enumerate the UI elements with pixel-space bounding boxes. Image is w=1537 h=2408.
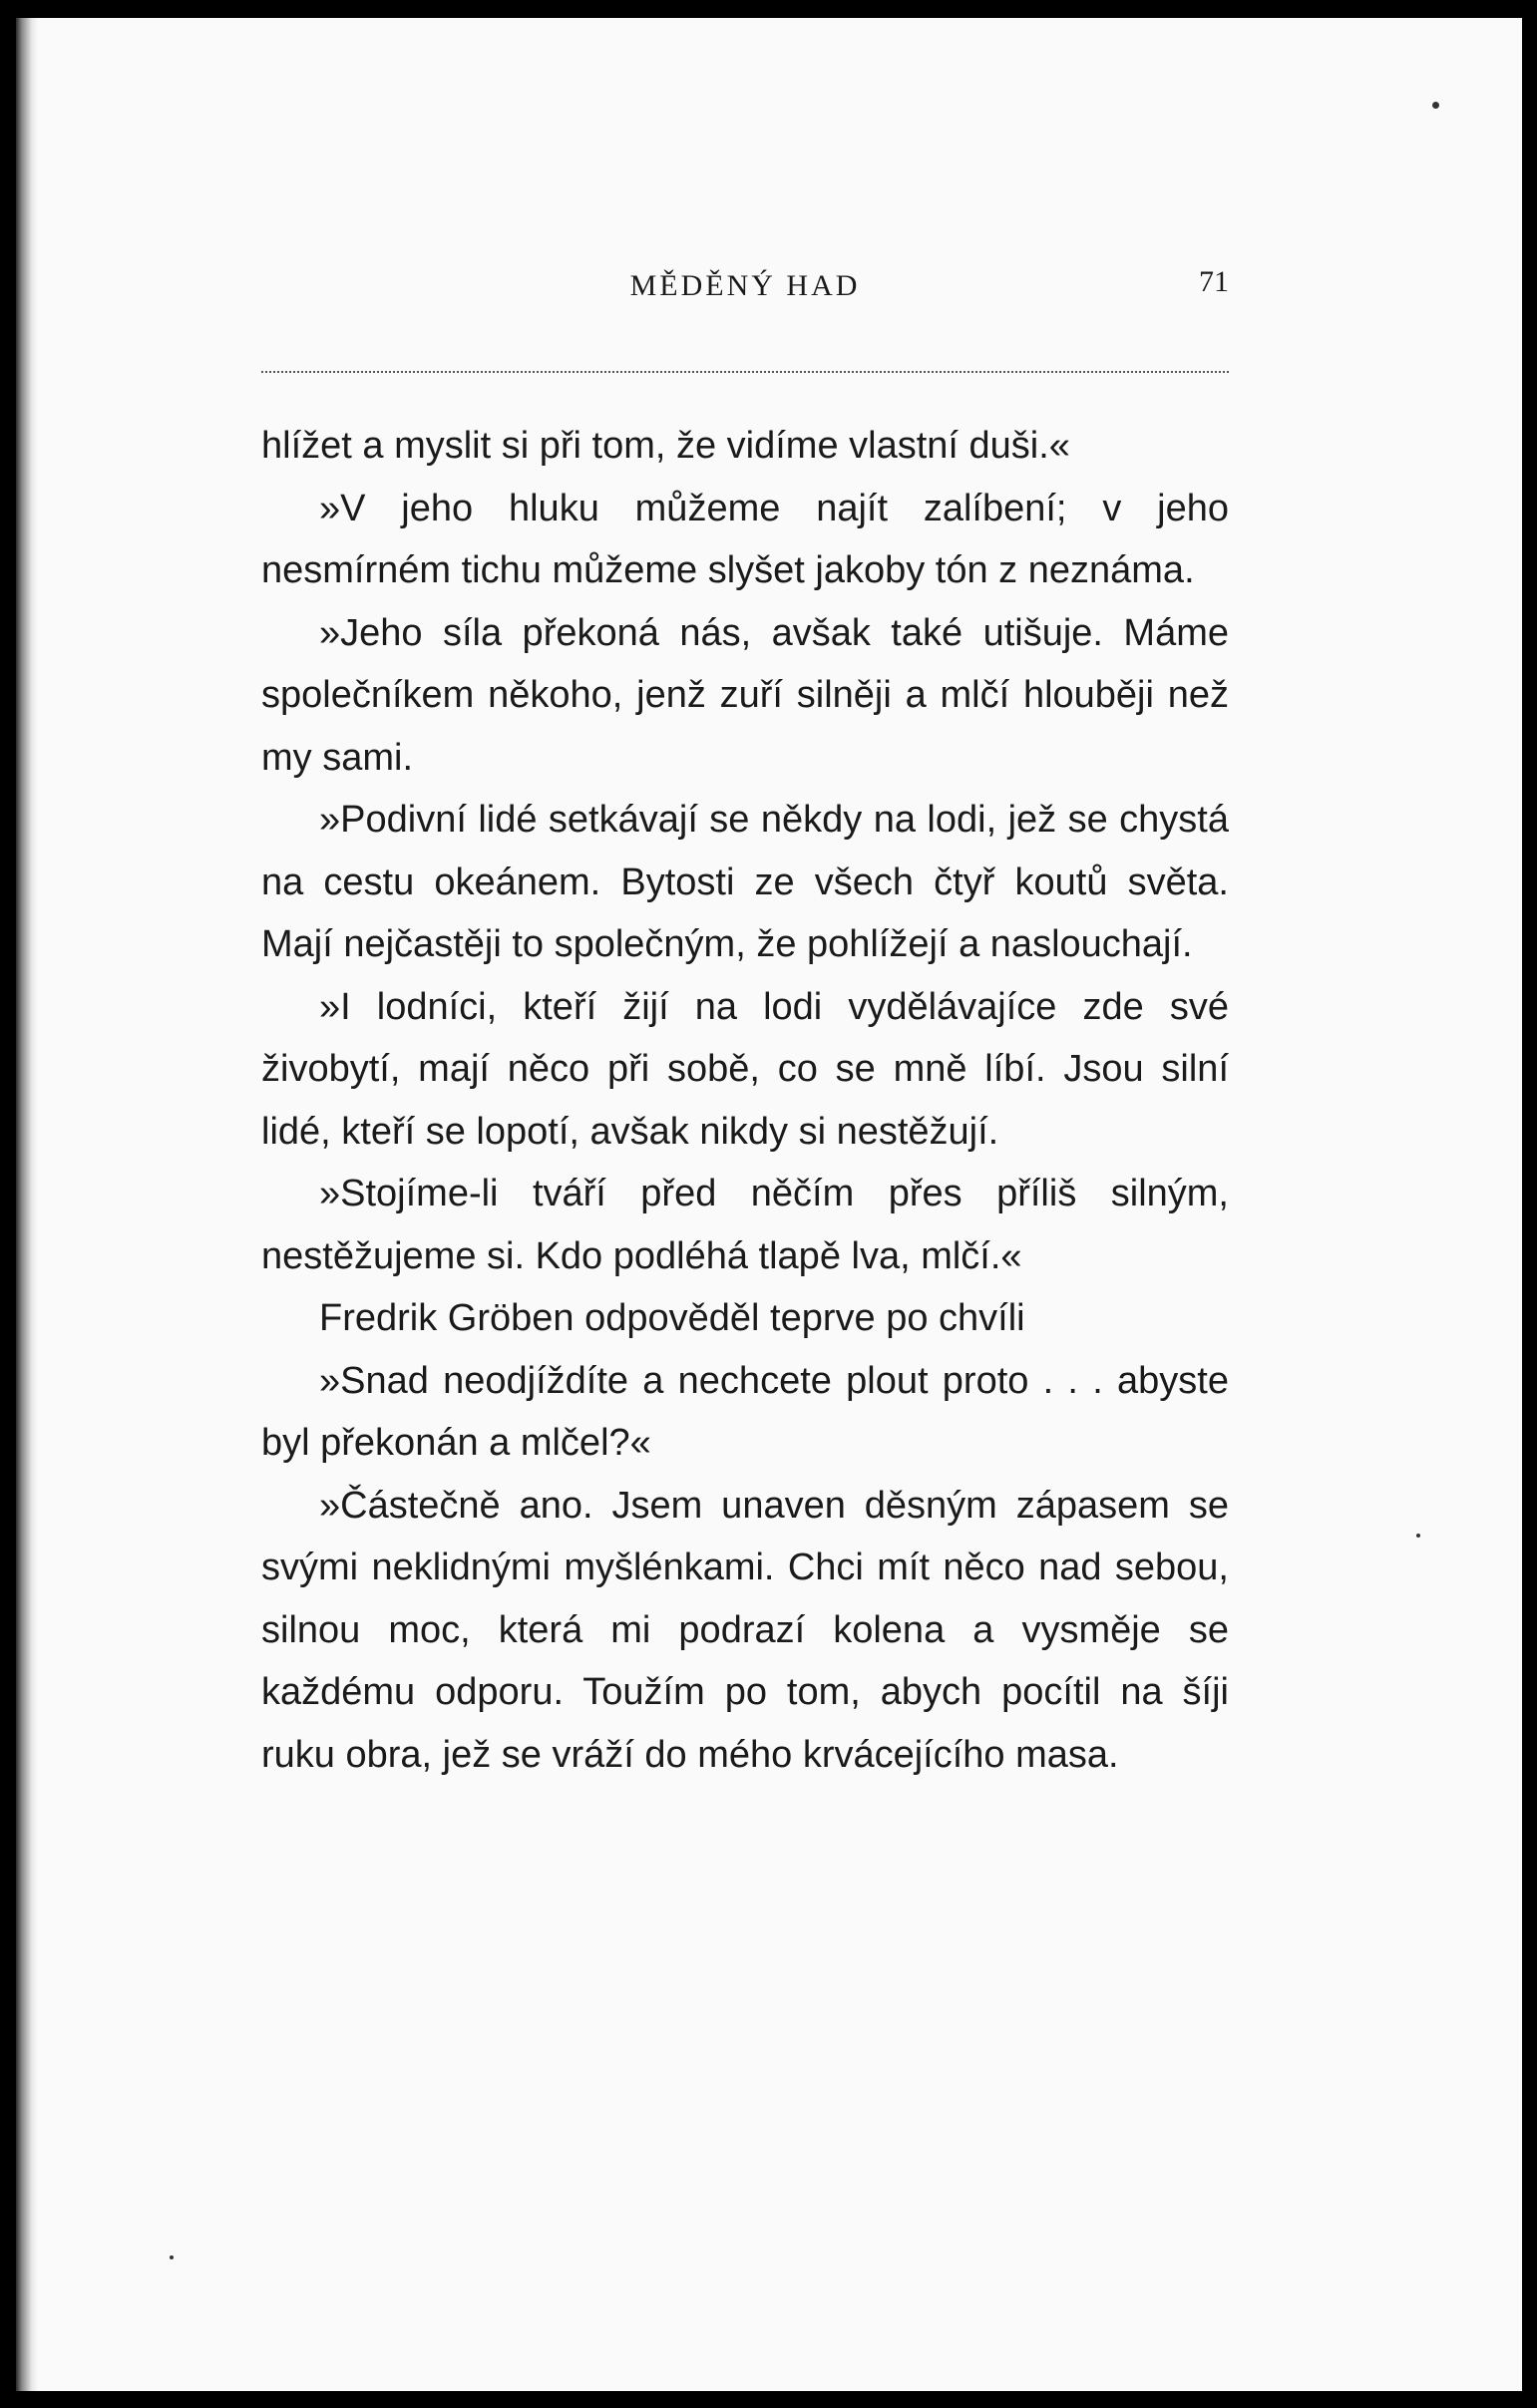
paper-speck (170, 2255, 174, 2259)
paper-speck (1416, 1534, 1420, 1538)
body-text (261, 415, 1229, 1786)
paper-speck (1432, 102, 1439, 109)
paragraph: »Jeho síla překoná nás, avšak také utišuje. Máme společníkem někoho, jenž zuří silněji a mlčí hlouběji než my sami. (261, 611, 1229, 779)
paragraph: »Stojíme-li tváří před něčím přes příliš silným, nestěžujeme si. Kdo podléhá tlapě lva, mlčí.« (261, 1173, 1229, 1277)
book-page (16, 18, 1522, 2391)
paragraph: Fredrik Gröben odpověděl teprve po chvíli (319, 1297, 1025, 1339)
paragraph: »Částečně ano. Jsem unaven děsným zápasem se svými neklidnými myšlénkami. Chci mít něco nad sebou, silnou moc, která mi podrazí kolena a vysměje se každému odporu. Toužím po tom, abych pocítil na šíji ruku obra, jež se vráží do mého krvácejícího masa. (261, 1484, 1229, 1776)
paragraph: hlížet a myslit si při tom, že vidíme vlastní duši.« (261, 425, 1070, 467)
page-number: 71 (1199, 265, 1229, 298)
binding-edge (16, 18, 38, 2391)
header-rule (261, 371, 1229, 373)
paragraph: »Podivní lidé setkávají se někdy na lodi, jež se chystá na cestu okeánem. Bytosti ze všech čtyř koutů světa. Mají nejčastěji to společným, že pohlížejí a naslouchají. (261, 799, 1229, 965)
paragraph: »I lodníci, kteří žijí na lodi vydělávajíce zde své živobytí, mají něco při sobě, co se mně líbí. Jsou silní lidé, kteří se lopotí, avšak nikdy si nestěžují. (261, 985, 1229, 1153)
paragraph: »V jeho hluku můžeme najít zalíbení; v jeho nesmírném tichu můžeme slyšet jakoby tón z neznáma. (261, 487, 1229, 591)
running-title: MĚDĚNÝ HAD (629, 269, 861, 302)
paragraph: »Snad neodjíždíte a nechcete plout proto . . . abyste byl překonán a mlčel?« (261, 1359, 1229, 1464)
page-header (261, 265, 1229, 329)
